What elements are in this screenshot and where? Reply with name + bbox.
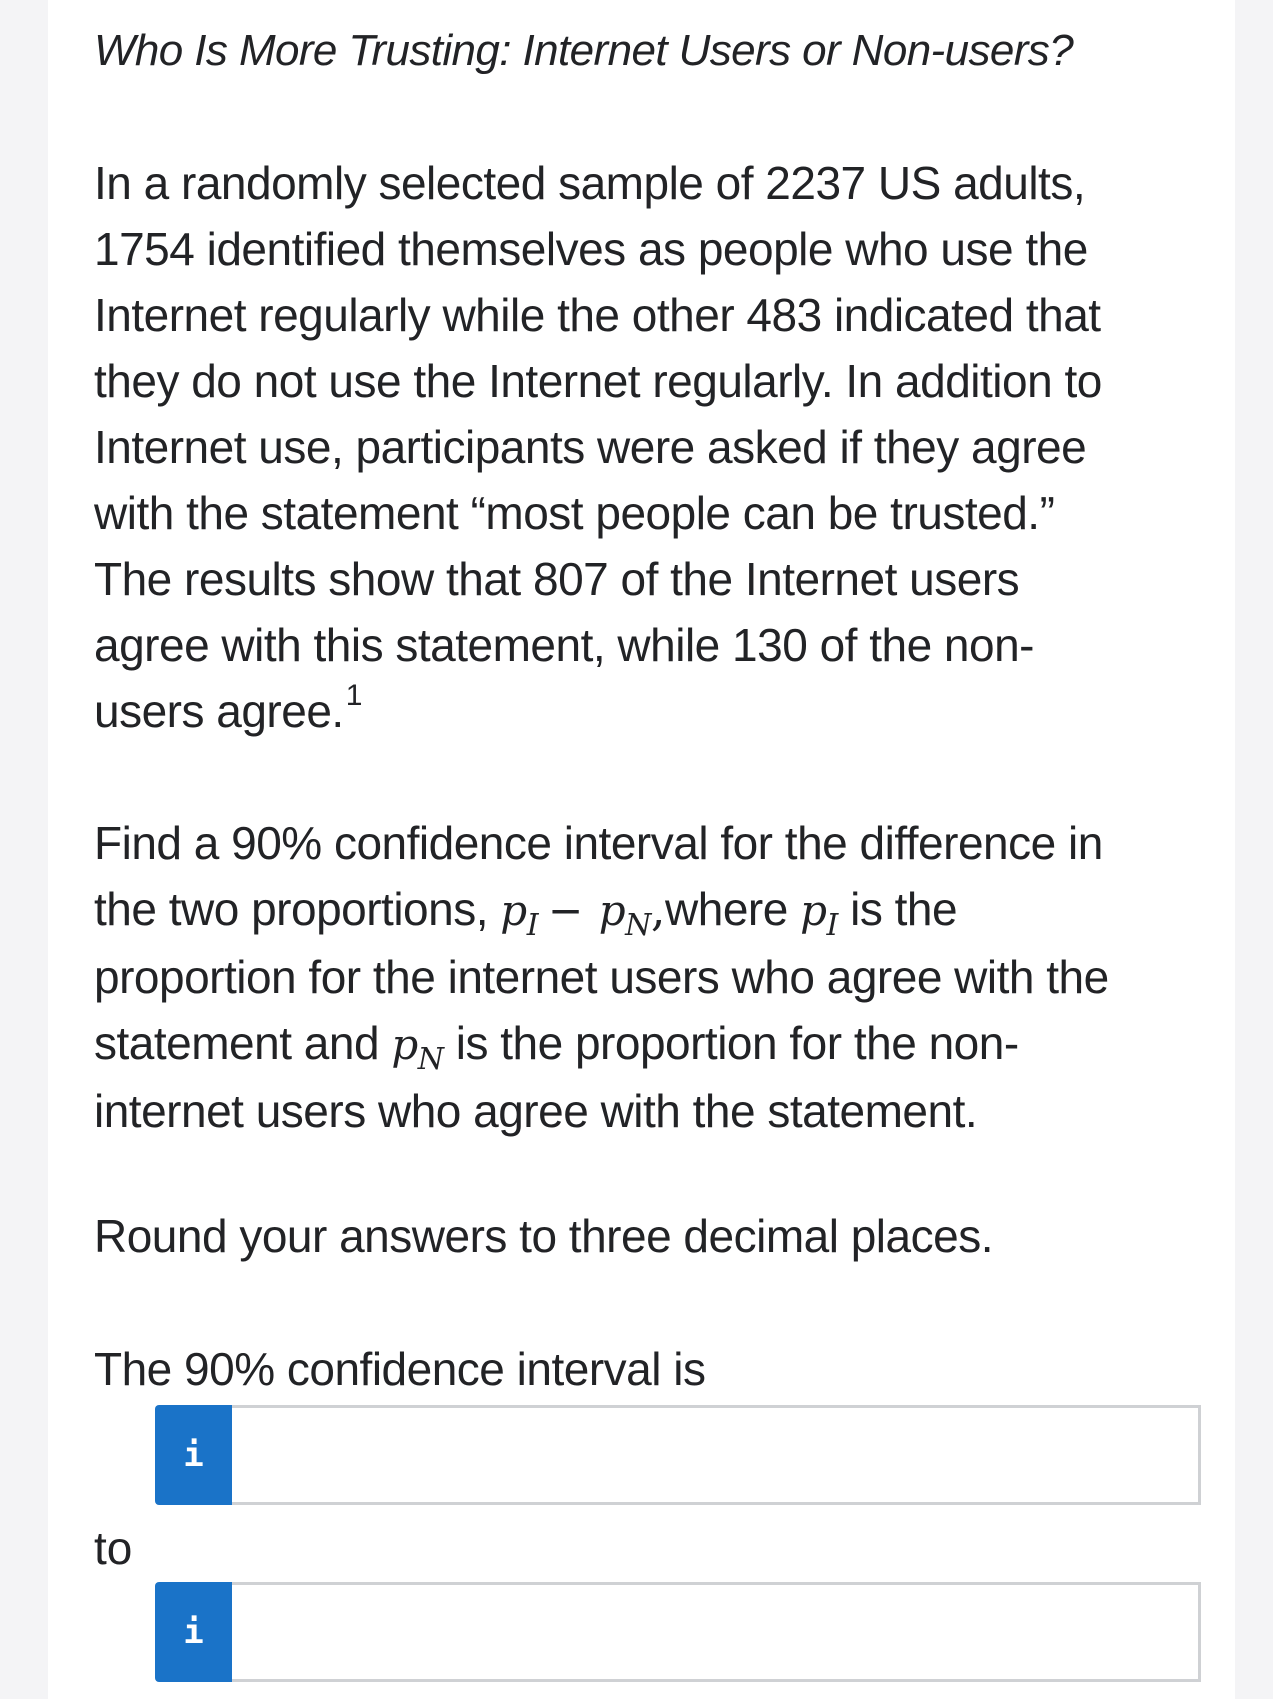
- statement-line: In a randomly selected sample of 2237 US adults,: [94, 157, 1086, 209]
- statement-line: Internet regularly while the other 483 indicated that: [94, 289, 1101, 341]
- p-non-internet-symbol: $p_N$: [598, 886, 651, 943]
- minus-sign: −: [548, 886, 583, 935]
- question-title: Who Is More Trusting: Internet Users or Non-users?: [94, 26, 1074, 75]
- info-icon: i: [183, 1612, 204, 1652]
- statement-line-last: [94, 678, 1102, 744]
- statement-line: The results show that 807 of the Internet users: [94, 553, 1020, 605]
- task-text: statement and: [94, 1017, 392, 1069]
- lower-bound-input[interactable]: [232, 1405, 1201, 1505]
- upper-bound-answer: [155, 1582, 1201, 1682]
- statement-line: Internet use, participants were asked if they agree: [94, 421, 1087, 473]
- task-text: the two proportions,: [94, 883, 501, 935]
- comma: ,: [650, 882, 666, 936]
- question-card: [48, 0, 1235, 1699]
- lower-bound-info-button[interactable]: [155, 1405, 232, 1505]
- rounding-instruction: Round your answers to three decimal places.: [94, 1210, 993, 1262]
- task-line: Find a 90% confidence interval for the difference in: [94, 817, 1103, 869]
- task-text: is the proportion for the non-: [443, 1017, 1019, 1069]
- to-label: to: [94, 1522, 133, 1574]
- p-internet-symbol: $p_I$: [800, 886, 838, 943]
- task-line: internet users who agree with the statement.: [94, 1085, 978, 1137]
- lower-bound-answer: [155, 1405, 1201, 1505]
- task-text: is the: [837, 883, 958, 935]
- p-internet-symbol: $p_I$: [500, 886, 539, 943]
- upper-bound-info-button[interactable]: [155, 1582, 232, 1682]
- info-icon: i: [183, 1435, 204, 1475]
- task-line-formula: [94, 1010, 1109, 1078]
- statement-line-text: users agree.: [94, 685, 344, 737]
- statement-line: 1754 identified themselves as people who use the: [94, 223, 1088, 275]
- upper-bound-input[interactable]: [232, 1582, 1201, 1682]
- task-text: where: [665, 883, 801, 935]
- problem-statement: [94, 150, 1102, 744]
- statement-line: with the statement “most people can be trusted.”: [94, 487, 1055, 539]
- statement-line: they do not use the Internet regularly. In addition to: [94, 355, 1102, 407]
- task-line: proportion for the internet users who agree with the: [94, 951, 1109, 1003]
- task-statement: [94, 810, 1109, 1144]
- statement-line: agree with this statement, while 130 of the non-: [94, 619, 1035, 671]
- p-non-internet-symbol: $p_N$: [391, 1020, 444, 1077]
- interval-label: The 90% confidence interval is: [94, 1343, 706, 1395]
- footnote-marker: 1: [345, 679, 362, 712]
- task-line-formula: [94, 876, 1109, 944]
